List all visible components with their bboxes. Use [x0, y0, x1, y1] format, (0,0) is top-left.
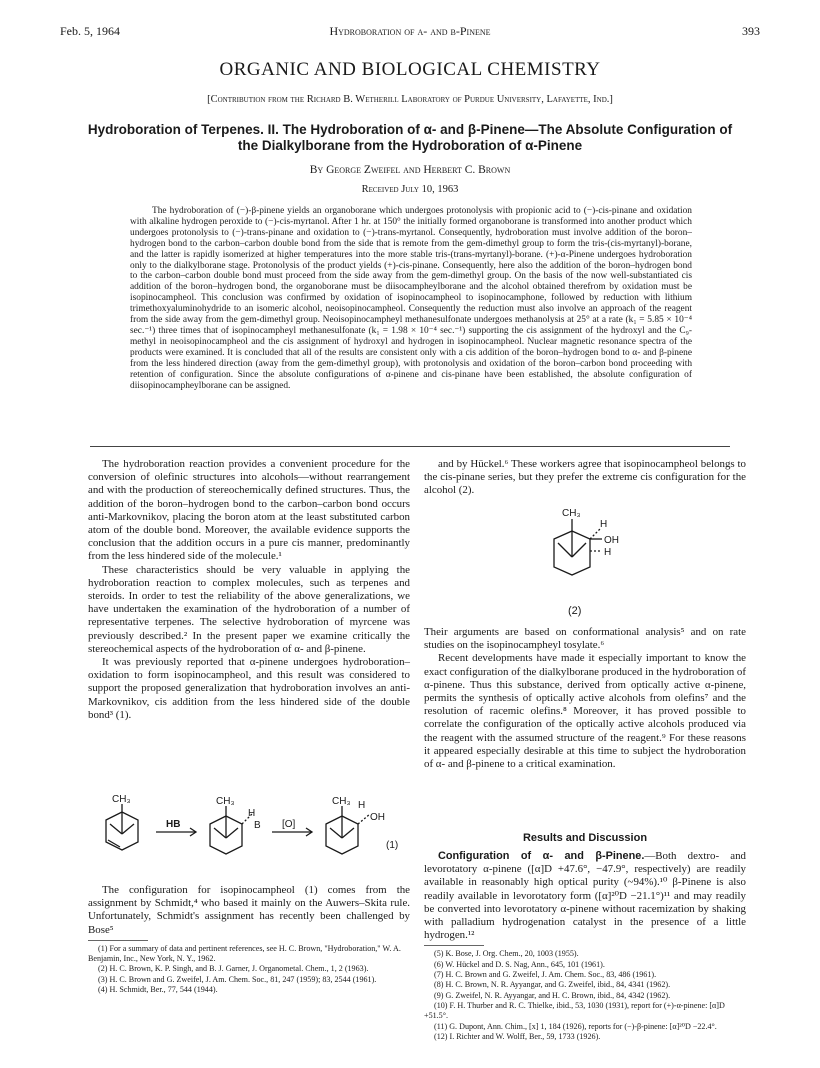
footnote-8: (8) H. C. Brown, N. R. Ayyangar, and G. Zweifel, ibid., 84, 4341 (1962).: [434, 980, 671, 990]
article-title: Hydroboration of Terpenes. II. The Hydroboration of α- and β-Pinene—The Absolute Configuration of the Dialkylborane from the Hydroboration of α-Pinene: [87, 122, 733, 153]
left-footnotes: [88, 944, 410, 995]
scheme-h-c: H: [358, 800, 366, 811]
footnote-6: (6) W. Hückel and D. S. Nag, Ann., 645, 101 (1961).: [434, 959, 605, 969]
scheme-reagent-ox: [O]: [282, 819, 296, 830]
abstract-divider: [90, 446, 730, 447]
scheme-h-b: H: [248, 808, 256, 819]
right-paragraph-3: Recent developments have made it especially important to know the exact configuration of the dialkylborane produced in the hydroboration of α-pinene. Thus this substance, derived from optically active α-pinene, permits the synthesis of optically active alcohols from olefins⁷ and the resolution of racemic olefins.⁸ Moreover, it has proved possible to correlate the configuration of the optically active alcohols produced via the reagent with the assumed structure of the reagent.⁹ For these reasons it appeared especially desirable at this time to subject the hydroboration of α- and β-pinene to a critical examination.: [424, 652, 746, 771]
scheme-reagent-hb: HB: [166, 819, 181, 830]
scheme-oh: OH: [370, 812, 385, 823]
structure-2-oh: OH: [604, 535, 619, 546]
footnote-rule-left: [88, 940, 148, 941]
section-title: ORGANIC AND BIOLOGICAL CHEMISTRY: [219, 59, 601, 80]
page-number: 393: [742, 24, 760, 38]
footnote-9: (9) G. Zweifel, N. R. Ayyangar, and H. C. Brown, ibid., 84, 4342 (1962).: [434, 990, 671, 1000]
results-heading: Results and Discussion: [522, 832, 648, 844]
reaction-scheme-1: [88, 794, 410, 872]
abstract: [130, 206, 692, 391]
right-column-lower: [424, 850, 746, 1042]
footnote-rule-right: [424, 945, 484, 946]
running-header: [60, 22, 760, 40]
scheme-ch3-b: CH₃: [216, 796, 235, 807]
subsection-lead: Configuration of α- and β-Pinene.: [438, 850, 645, 862]
footnote-3: (3) H. C. Brown and G. Zweifel, J. Am. Chem. Soc., 81, 247 (1959); 83, 2544 (1961).: [98, 974, 377, 984]
left-column-upper: [88, 458, 410, 722]
footnote-2: (2) H. C. Brown, K. P. Singh, and B. J. Garner, J. Organometal. Chem., 1, 2 (1963).: [98, 964, 369, 974]
footnote-5: (5) K. Bose, J. Org. Chem., 20, 1003 (1955).: [434, 949, 579, 959]
left-paragraph-4: The configuration for isopinocampheol (1) comes from the assignment by Schmidt,⁴ who based it mainly on the Auwers–Skita rule. Unfortunately, Schmidt's assignment has recently been challenged by Bose⁵: [88, 884, 410, 936]
scheme-compound-number: (1): [386, 840, 399, 851]
received-date: Received July 10, 1963: [361, 184, 459, 195]
left-paragraph-1: The hydroboration reaction provides a convenient procedure for the conversion of olefinic structures into alcohols—without rearrangement and with the production of stereochemically defined structures. Thus, the addition of the boron–hydrogen bond to the carbon–carbon bond occurs anti-Markovnikov, placing the boron atom at the least substituted carbon atom of the double bond. Moreover, the available evidence supports the conclusion that the addition occurs in a pure cis manner, predominantly from the less hindered side of the molecule.¹: [88, 458, 410, 563]
right-footnotes: [424, 949, 746, 1042]
structure-2: [540, 505, 630, 605]
scheme-ch3-a: CH₃: [112, 794, 131, 805]
right-paragraph-4-text: —Both dextro- and levorotatory α-pinene ([α]D +47.6°, −47.9°, respectively) are readily available in reasonably high optical purity (~94%).¹⁰ β-Pinene is also readily available in levorotatory form ([α]²⁰D −21.1°)¹¹ and may readily be converted into levorotatory α-pinene without racemization by shaking with palladium hydrogenation catalyst in the presence of a little hydrogen.¹²: [424, 850, 746, 942]
running-title: Hydroboration of α- and β-Pinene: [329, 24, 491, 38]
structure-2-ch3: CH₃: [562, 508, 581, 519]
issue-date: Feb. 5, 1964: [60, 24, 120, 38]
right-column-middle: [424, 626, 746, 771]
scheme-boron: B: [254, 820, 261, 831]
structure-2-label: (2): [568, 605, 582, 617]
footnote-10: (10) F. H. Thurber and R. C. Thielke, ibid., 53, 1030 (1931), report for (+)-α-pinene: [α]D +51.5°.: [424, 1000, 725, 1021]
right-paragraph-4: [424, 850, 746, 942]
contribution-line: [Contribution from the Richard B. Wetherill Laboratory of Purdue University, Lafayette, Ind.]: [207, 94, 613, 105]
footnote-7: (7) H. C. Brown and G. Zweifel, J. Am. Chem. Soc., 83, 486 (1961).: [434, 970, 657, 980]
left-paragraph-3: It was previously reported that α-pinene undergoes hydroboration–oxidation to form isopinocampheol, and this result was considered to support the proposed generalization that hydroboration involves an anti-Markovnikov, cis addition from the less hindered side of the double bond³ (1).: [88, 656, 410, 721]
left-column-lower: [88, 884, 410, 995]
right-paragraph-2: Their arguments are based on conformational analysis⁵ and on rate studies on the isopinocampheyl tosylate.⁶: [424, 626, 746, 652]
structure-2-h-top: H: [600, 519, 608, 530]
structure-2-h-bottom: H: [604, 547, 612, 558]
authors: By George Zweifel and Herbert C. Brown: [309, 164, 511, 176]
footnote-1: (1) For a summary of data and pertinent references, see H. C. Brown, "Hydroboration," W. A. Benjamin, Inc., New York, N. Y., 1962.: [88, 943, 401, 964]
right-column-top: [424, 458, 746, 498]
left-paragraph-2: These characteristics should be very valuable in applying the hydroboration reaction to complex molecules, such as terpenes and steroids. In order to test the reliability of the above generalizations, we have undertaken the examination of the hydroboration of a number of representative terpenes. The selective hydroboration of myrcene was previously described.² In the present paper we examine critically the stereochemical aspects of the hydroboration of α- and β-pinene.: [88, 563, 410, 655]
scheme-ch3-c: CH₃: [332, 796, 351, 807]
right-paragraph-1: and by Hückel.⁶ These workers agree that isopinocampheol belongs to the cis-pinane series, but they prefer the extreme cis configuration for the alcohol (2).: [424, 458, 746, 497]
footnote-11: (11) G. Dupont, Ann. Chim., [x] 1, 184 (1926), reports for (−)-β-pinene: [α]²⁰D −22.4°.: [434, 1021, 717, 1031]
footnote-12: (12) I. Richter and W. Wolff, Ber., 59, 1733 (1926).: [434, 1031, 601, 1041]
abstract-text: The hydroboration of (−)-β-pinene yields an organoborane which undergoes protonolysis with propionic acid to (−)-cis-pinane and oxidation with alkaline hydrogen peroxide to (−)-cis-myrtanol. After 1 hr. at 150° the initially formed organoborane is transformed into another product which undergoes protonolysis to (−)-trans-pinane and oxidation to (−)-trans-myrtanol. Consequently, hydroboration must involve addition of the boron–hydrogen bond to the carbon–carbon double bond from the side that is remote from the gem-dimethyl group to form the tris-(cis-myrtanyl)-borane, and the latter is rapidly isomerized at higher temperatures into the more stable tris-(trans-myrtanyl)-borane. (+)-α-Pinene undergoes hydroboration only to the dialkylborane stage. Protonolysis of the product yields (+)-cis-pinane. Consequently, here also the addition of the boron–hydrogen bond to the carbon–carbon double bond must proceed from the side away from the gem-dimethyl group. On the basis of the now well-substantiated cis addition of the boron–hydrogen bond, the organoborane must be diisocampheylborane and the alcohol obtained therefrom by oxidation must be isopinocampheol. This conclusion was confirmed by oxidation of isopinocampheol to isopinocamphone, followed by reduction with lithium trimethoxyaluminohydride to an isomeric alcohol, neoisopinocampheol. Consequently the reduction must also involve an approach of the reagent from the side away from the gem-dimethyl group. Neoisopinocampheyl methanesulfonate undergoes methanolysis at 25° at a rate (k₁ = 5.85 × 10⁻⁴ sec.⁻¹) three times that of isopinocampheyl methanesulfonate (k₁ = 1.98 × 10⁻⁴ sec.⁻¹) supporting the cis assignment of the hydroxyl and the C₉-methyl in neoisopinocampheol and the cis assignment of hydroxyl and hydrogen in isopinocampheol. Nuclear magnetic resonance spectra of the products were examined. It is concluded that all of the results are consistent only with a cis addition of the boron–hydrogen bond to α- and β-pinene from the less hindered direction (away from the gem-dimethyl group), with protonolysis and oxidation of the boron–carbon bond proceeding with retention of configuration. Since the absolute configurations of α-pinene and cis-pinane have been established, the absolute configuration of diisopinocampheylborane can be assigned.: [130, 206, 692, 391]
footnote-4: (4) H. Schmidt, Ber., 77, 544 (1944).: [98, 985, 218, 994]
